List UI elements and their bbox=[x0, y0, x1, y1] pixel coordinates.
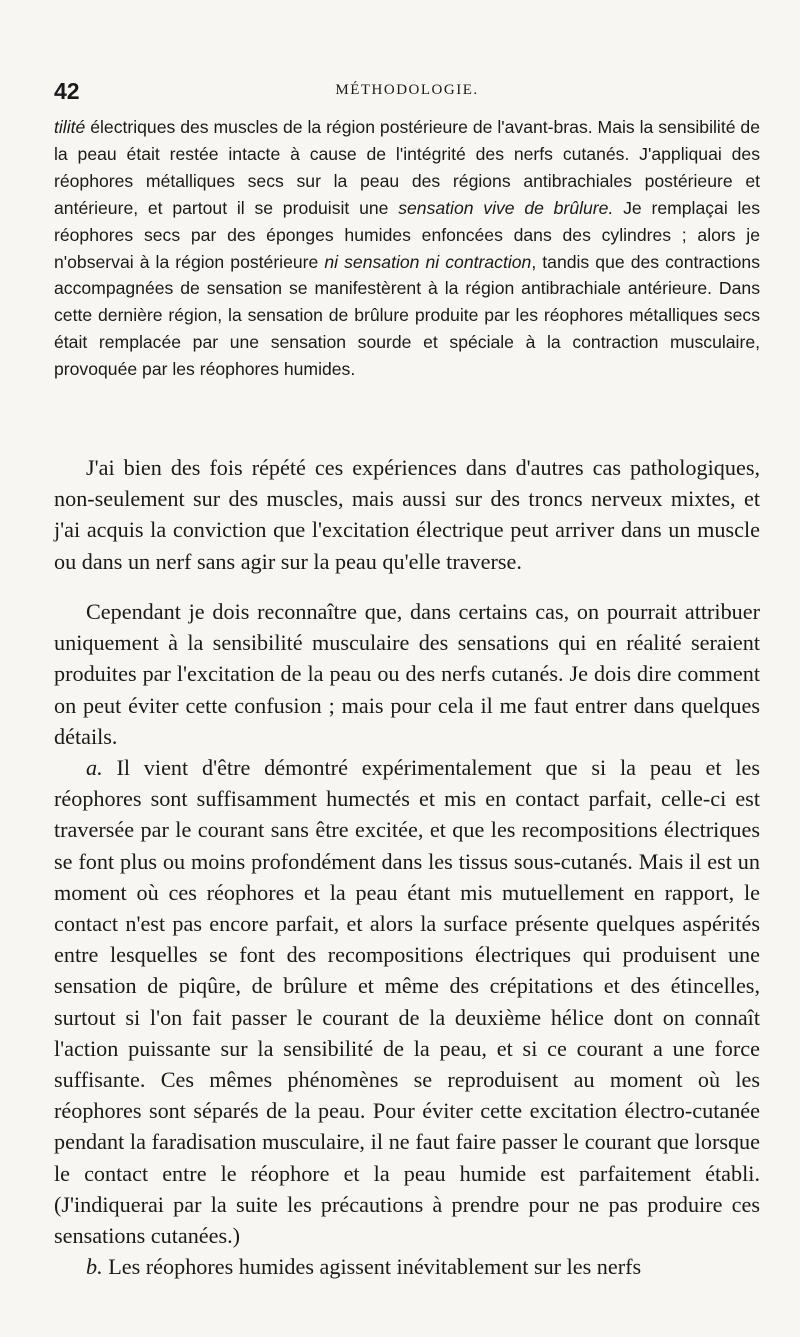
paragraph-continued bbox=[54, 114, 760, 383]
paragraph-b bbox=[54, 1251, 760, 1282]
running-title: MÉTHODOLOGIE. bbox=[335, 82, 479, 98]
paragraph-1-text-2: Je remplaçai les réophores secs par des éponges humides enfoncées dans des cylindres ; alors je n'observai à la région postérieure bbox=[54, 197, 760, 272]
running-head bbox=[54, 78, 760, 104]
paragraph-3-block bbox=[54, 596, 760, 1282]
paragraph-b-text: Les réophores humides agissent inévitablement sur les nerfs bbox=[102, 1254, 642, 1280]
paragraph-1-text-1: électriques des muscles de la région postérieure de l'avant-bras. Mais la sensibilité de la peau était restée intacte à cause de l'intégrité des nerfs cutanés. J'appliquai des réophores métalliques secs sur la peau des régions antibrachiales postérieure et antérieure, et partout il se produisit une bbox=[54, 117, 760, 218]
paragraph-2-block bbox=[54, 452, 760, 577]
paragraph-a-marker: a. bbox=[86, 755, 103, 781]
paragraph-2: J'ai bien des fois répété ces expériences dans d'autres cas pathologiques, non-seulement sur des muscles, mais aussi sur des troncs nerveux mixtes, et j'ai acquis la conviction que l'excitation électrique peut arriver dans un muscle ou dans un nerf sans agir sur la peau qu'elle traverse. bbox=[54, 455, 760, 574]
paragraph-1-text-3: , tandis que des contractions accompagnées de sensation se manifestèrent à la région antibrachiale antérieure. Dans cette dernière région, la sensation de brûlure produite par les réophores métalliques secs était remplacée par une sensation sourde et spéciale à la contraction musculaire, provoquée par les réophores humides. bbox=[54, 251, 760, 380]
paragraph-a bbox=[54, 752, 760, 1251]
paragraph-b-marker: b. bbox=[86, 1254, 103, 1280]
page-number: 42 bbox=[54, 78, 80, 104]
paragraph-a-text: Il vient d'être démontré expérimentalement que si la peau et les réophores sont suffisamment humectés et mis en contact parfait, celle-ci est traversée par le courant sans être excitée, et que les recompositions électriques se font plus ou moins profondément dans les tissus sous-cutanés. Mais il est un moment où ces réophores et la peau étant mis mutuellement en rapport, le contact n'est pas encore parfait, et alors la surface présente quelques aspérités entre lesquelles se font des recompositions électriques qui produisent une sensation de piqûre, de brûlure et même des crépitations et des étincelles, surtout si l'on fait passer le courant de la deuxième hélice dont on connaît l'action puissante sur la sensibilité de la peau, et si ce courant a une force suffisante. Ces mêmes phénomènes se reproduisent au moment où les réophores sont séparés de la peau. Pour éviter cette excitation électro-cutanée pendant la faradisation musculaire, il ne faut faire passer le courant que lorsque le contact entre le réophore et la peau humide est parfaitement établi. (J'indiquerai par la suite les précautions à prendre pour ne pas produire ces sensations cutanées.) bbox=[54, 755, 760, 1249]
lead-italic-word: tilité bbox=[54, 117, 86, 137]
paragraph-3: Cependant je dois reconnaître que, dans certains cas, on pourrait attribuer uniquement à la sensibilité musculaire des sensations qui en réalité seraient produites par l'excitation de la peau ou des nerfs cutanés. Je dois dire comment on peut éviter cette confusion ; mais pour cela il me faut entrer dans quelques détails. bbox=[54, 599, 760, 749]
italic-phrase-brulure: sensation vive de brûlure. bbox=[398, 197, 614, 218]
paragraph-1 bbox=[54, 114, 760, 383]
italic-phrase-ni-sensation: ni sensation ni contraction bbox=[324, 251, 532, 272]
